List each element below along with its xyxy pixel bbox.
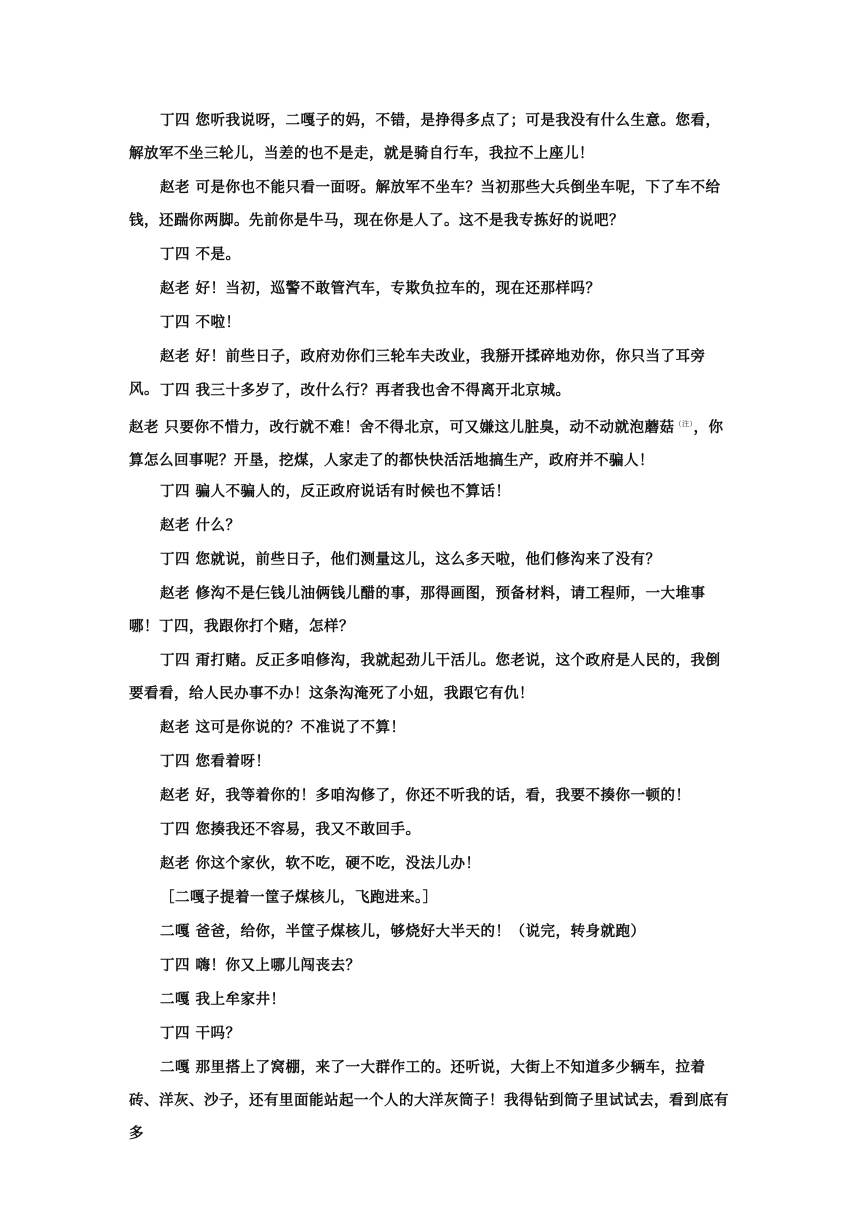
stage-direction: ［二嘎子提着一筐子煤核儿，飞跑进来。］ (160, 889, 438, 906)
dialogue-line: 丁四 您看着呀！ (160, 753, 271, 770)
dialogue-line: 丁四 您听我说呀，二嘎子的妈，不错，是挣得多点了；可是我没有什么生意。您看，解放军不坐三轮儿，当差的也不是走，就是骑自行车，我拉不上座儿！ (129, 112, 721, 162)
dialogue-line: 赵老 好！前些日子，政府劝你们三轮车夫改业，我掰开揉碎地劝你，你只当了耳旁风。 (129, 348, 706, 398)
dialogue-line (129, 408, 730, 477)
dialogue-line: 二嘎 爸爸，给你，半筐子煤核儿，够烧好大半天的！（说完，转身就跑） (160, 923, 646, 940)
dialogue-text: ，你算怎么回事呢？开垦，挖煤，人家走了的都快快活活地搞生产，政府并不骗人！ (129, 418, 724, 469)
dialogue-line: 丁四 骗人不骗人的，反正政府说话有时候也不算话！ (160, 483, 511, 500)
dialogue-line: 赵老 好，我等着你的！多咱沟修了，你还不听我的话，看，我要不揍你一顿的！ (160, 787, 691, 804)
dialogue-line: 赵老 好！当初，巡警不敢管汽车，专欺负拉车的，现在还那样吗？ (160, 280, 601, 297)
dialogue-line: 二嘎 我上牟家井！ (160, 991, 286, 1008)
dialogue-line: 丁四 嗨！你又上哪儿闯丧去？ (160, 957, 361, 974)
dialogue-line: 赵老 你这个家伙，软不吃，硬不吃，没法儿办！ (160, 855, 481, 872)
dialogue-line: 赵老 可是你也不能只看一面呀。解放军不坐车？当初那些大兵倒坐车呢，下了车不给钱，还踹你两脚。先前你是牛马，现在你是人了。这不是我专拣好的说吧？ (129, 179, 721, 229)
dialogue-line: 丁四 您就说，前些日子，他们测量这儿，这么多天啦，他们修沟来了没有？ (160, 551, 661, 568)
dialogue-line: 丁四 不是。 (160, 246, 241, 263)
dialogue-line: 二嘎 那里搭上了窝棚，来了一大群作工的。还听说，大街上不知道多少辆车，拉着砖、洋灰、沙子，还有里面能站起一个人的大洋灰筒子！我得钻到筒子里试试去，看到底有多 (129, 1059, 729, 1142)
dialogue-line: 丁四 您揍我还不容易，我又不敢回手。 (160, 821, 421, 838)
dialogue-line: 赵老 什么？ (160, 517, 241, 534)
dialogue-line: 丁四 干吗？ (160, 1025, 241, 1042)
dialogue-line: 赵老 这可是你说的？不准说了不算！ (160, 719, 406, 736)
dialogue-line: 赵老 修沟不是仨钱儿油俩钱儿醋的事，那得画图，预备材料，请工程师，一大堆事哪！丁四，我跟你打个赌，怎样？ (129, 585, 706, 635)
dialogue-line: 丁四 我三十多岁了，改什么行？再者我也舍不得离开北京城。 (160, 382, 571, 399)
dialogue-line: 丁四 不啦！ (160, 314, 241, 331)
dialogue-line: 丁四 甭打赌。反正多咱修沟，我就起劲儿干活儿。您老说，这个政府是人民的，我倒要看看，给人民办事不办！这条沟淹死了小妞，我跟它有仇！ (129, 652, 721, 702)
footnote-marker: （注） (674, 420, 694, 428)
dialogue-text: 赵老 只要你不惜力，改行就不难！舍不得北京，可又嫌这儿脏臭，动不动就泡蘑菇 (129, 418, 675, 436)
